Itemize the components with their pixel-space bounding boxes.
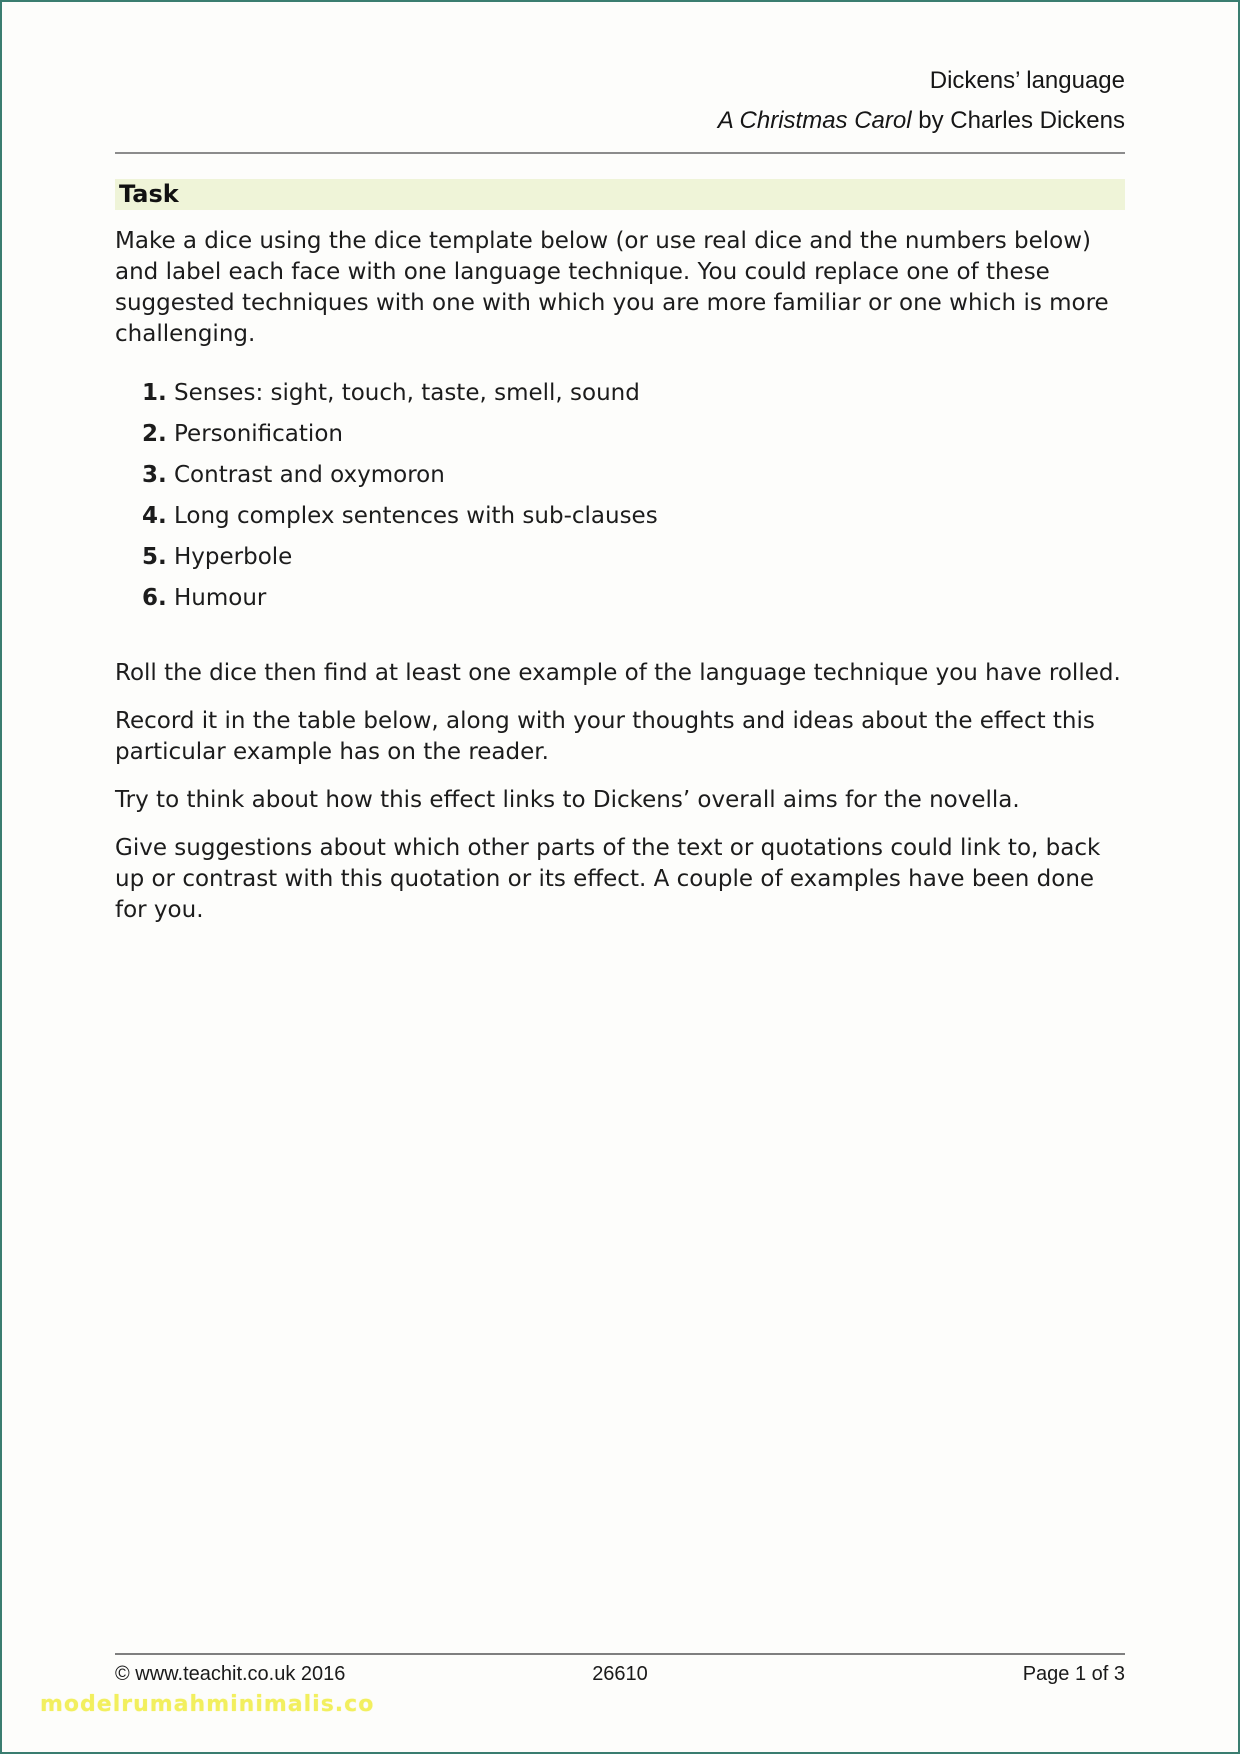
document-header [115,66,1125,136]
book-title: A Christmas Carol [717,107,912,134]
list-item-number: 5. [142,544,167,570]
instruction-paragraph: Give suggestions about which other parts of the text or quotations could link to, back up or contrast with this quotation or its effect. A couple of examples have been done for you. [115,835,1101,923]
list-item-number: 4. [142,503,167,529]
list-item [115,502,1125,530]
list-item [115,584,1125,612]
header-subtitle [115,106,1125,136]
instruction-paragraph: Try to think about how this effect links to Dickens’ overall aims for the novella. [115,787,1020,813]
watermark-text: modelrumahminimalis.co [40,1692,375,1717]
book-author: by Charles Dickens [911,107,1125,134]
instruction-paragraph: Roll the dice then find at least one example of the language technique you have rolled. [115,660,1121,686]
list-item-number: 1. [142,380,167,406]
instruction-paragraph: Record it in the table below, along with your thoughts and ideas about the effect this particular example has on the reader. [115,708,1095,765]
header-title: Dickens’ language [929,67,1125,94]
list-item [115,420,1125,448]
task-heading: Task [115,179,1125,210]
list-item-text: Senses: sight, touch, taste, smell, sound [174,380,640,406]
list-item-text: Hyperbole [174,544,293,570]
footer-divider [115,1653,1125,1655]
list-item-text: Contrast and oxymoron [174,462,445,488]
footer-copyright: © www.teachit.co.uk 2016 [115,1663,346,1685]
header-divider [115,152,1125,154]
list-item-text: Personification [174,421,343,447]
technique-list [115,379,1125,612]
page-content [2,66,1238,926]
list-item-number: 3. [142,462,167,488]
footer-page-number: Page 1 of 3 [1022,1663,1125,1685]
list-item-number: 2. [142,421,167,447]
list-item-number: 6. [142,585,167,611]
list-item [115,543,1125,571]
document-footer [115,1663,1125,1689]
list-item [115,379,1125,407]
task-intro-paragraph: Make a dice using the dice template below (or use real dice and the numbers below) and label each face with one language technique. You could replace one of these suggested techniques with one with which you are more familiar or one which is more challenging. [115,228,1109,347]
list-item-text: Long complex sentences with sub-clauses [174,503,658,529]
list-item [115,461,1125,489]
footer-document-id: 26610 [592,1663,648,1685]
list-item-text: Humour [174,585,267,611]
